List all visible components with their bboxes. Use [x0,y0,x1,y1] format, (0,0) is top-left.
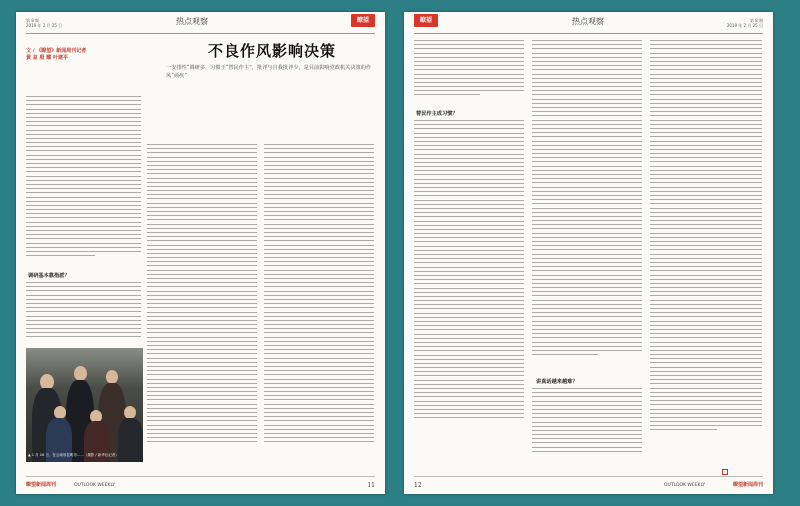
text-lines [264,144,374,442]
text-lines [147,144,257,442]
outlook-badge: 瞭望 [351,14,375,27]
byline [26,48,101,62]
header-rule [414,33,763,34]
photo-caption: ▲ 1 月 16 日，在云南省昆明市……（摄影 / 新华社记者） [28,453,119,457]
page-number: 12 [414,482,422,489]
outlook-badge: 瞭望 [414,14,438,27]
deck-text: 一安排性“调研多，习惯于“替民作主”，批评与自我批评少，是目前影响党政机关决策的作风“顽疾” [166,65,372,79]
section-title: 热点观察 [572,17,604,26]
text-column-2a [532,40,642,370]
text-lines [650,40,762,430]
text-column-1a [26,96,141,268]
issue-label: 第 8 期 [749,18,763,23]
subheading-1: 调研基本靠指派？ [28,273,70,279]
date-label: 2019 年 2 月 25 日 [26,23,63,28]
headline: 不良作风影响决策 [208,42,337,60]
subheading-2: 讲真话越来越难？ [536,379,578,385]
text-column-3 [264,144,374,460]
page-number: 11 [367,482,375,489]
text-lines [26,282,141,337]
footer-rule [26,476,375,477]
byline-prefix: 文 / 《瞭望》新闻周刊记者 [26,48,87,54]
text-lines [414,120,524,418]
footer-weekly: OUTLOOK WEEKLY [74,483,116,488]
text-lines [26,96,141,256]
date-label: 2019 年 2 月 25 日 [726,23,763,28]
footer-rule [414,476,763,477]
text-column-2 [147,144,257,460]
text-lines [532,388,642,452]
footer-brand: 瞭望新闻周刊 [732,482,763,488]
issue-label: 第 8 期 [26,18,40,23]
subheading-1: 替民作主成习惯？ [416,111,458,117]
footer-weekly: OUTLOOK WEEKLY [664,483,706,488]
text-column-3 [650,40,762,460]
text-lines [532,40,642,355]
news-photo [26,348,143,462]
header-rule [26,33,375,34]
text-column-1b [414,120,524,460]
magazine-page-right [404,12,773,494]
text-lines [414,40,524,95]
text-column-1a [414,40,524,106]
footer-brand: 瞭望新闻周刊 [26,482,57,488]
section-title: 热点观察 [176,17,208,26]
magazine-page-left [16,12,385,494]
text-column-2b [532,388,642,460]
byline-names: 黄 益 殷 耀 叶建平 [26,55,68,61]
text-column-1b [26,282,141,344]
